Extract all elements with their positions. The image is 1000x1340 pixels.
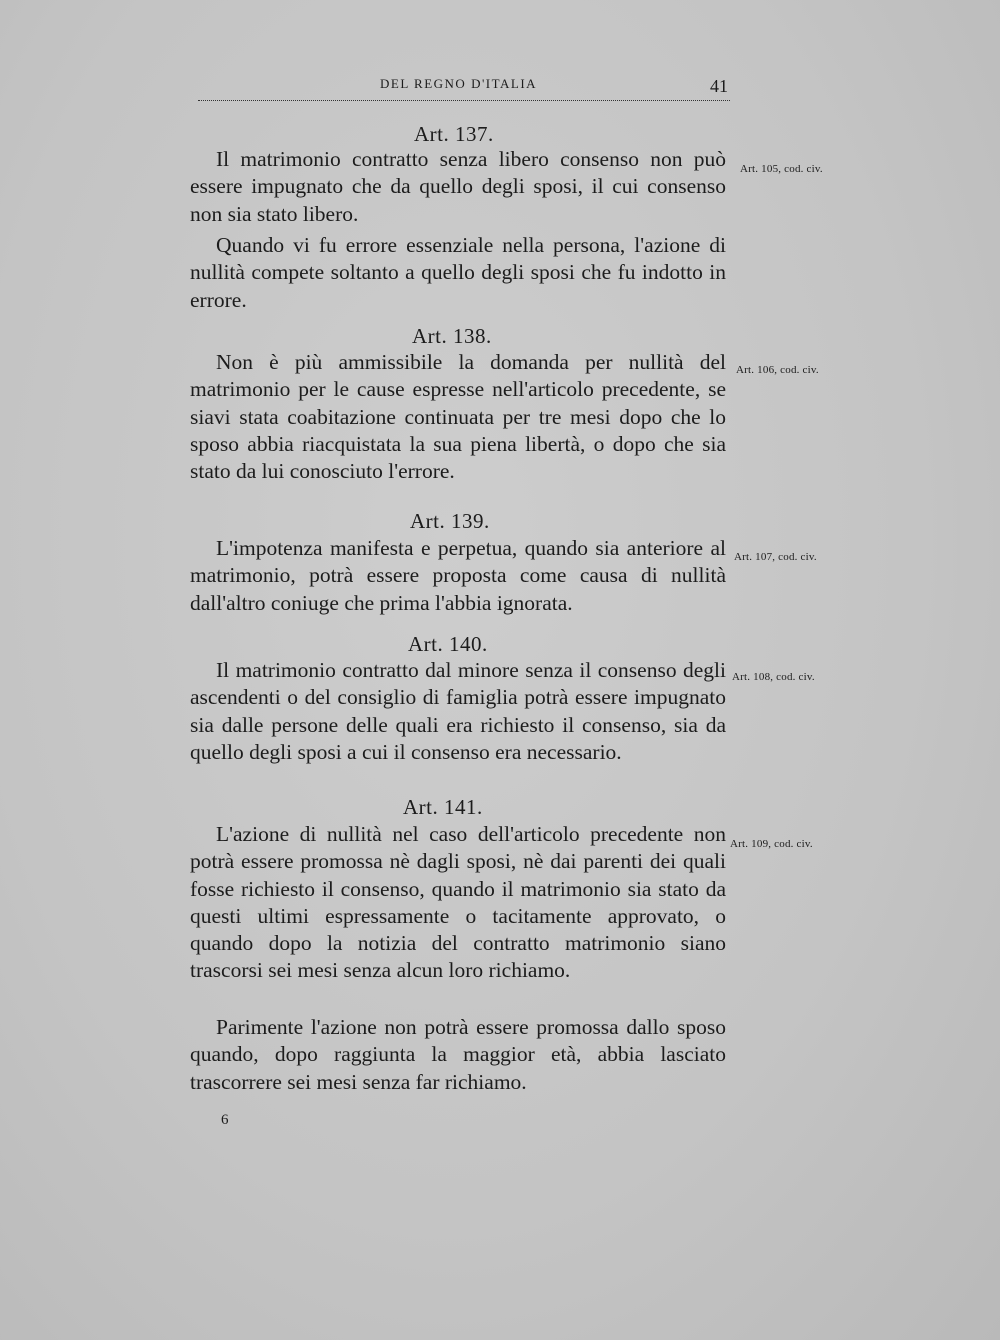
article-139-margin-note: Art. 107, cod. civ. bbox=[734, 551, 817, 563]
page-number: 41 bbox=[710, 76, 728, 96]
article-137-margin-note: Art. 105, cod. civ. bbox=[740, 163, 823, 175]
article-141-paragraph-1: L'azione di nullità nel caso dell'articolo precedente non potrà essere promossa nè dagli sposi, nè dai parenti dei quali fosse richiesto il consenso, quando il matrimonio sia stato da questi ultimi espressamente o tacitamente approvato, o quando dopo la notizia del contratto matrimonio siano trascorsi sei mesi senza alcun loro richiamo. bbox=[190, 822, 726, 983]
article-141-heading: Art. 141. bbox=[403, 795, 483, 819]
article-137-paragraph-2: Quando vi fu errore essenziale nella persona, l'azione di nullità compete soltanto a quello degli sposi che fu indotto in errore. bbox=[190, 233, 726, 312]
article-140-margin-note: Art. 108, cod. civ. bbox=[732, 671, 815, 683]
article-138-heading: Art. 138. bbox=[412, 324, 492, 348]
article-140-heading: Art. 140. bbox=[408, 632, 488, 656]
article-141-margin-note: Art. 109, cod. civ. bbox=[730, 838, 813, 850]
article-139-paragraph-1: L'impotenza manifesta e perpetua, quando sia anteriore al matrimonio, potrà essere proposta come causa di nullità dall'altro coniuge che prima l'abbia ignorata. bbox=[190, 536, 726, 615]
running-header: DEL REGNO D'ITALIA bbox=[380, 76, 538, 91]
article-139-heading: Art. 139. bbox=[410, 509, 490, 533]
article-138-margin-note: Art. 106, cod. civ. bbox=[736, 364, 819, 376]
article-137-paragraph-1: Il matrimonio contratto senza libero consenso non può essere impugnato che da quello degli sposi, il cui consenso non sia stato libero. bbox=[190, 147, 726, 226]
signature-mark: 6 bbox=[221, 1112, 229, 1128]
article-138-paragraph-1: Non è più ammissibile la domanda per nullità del matrimonio per le cause espresse nell'articolo precedente, se siavi stata coabitazione continuata per tre mesi dopo che lo sposo abbia riacquistata la sua piena libertà, o dopo che sia stato da lui conosciuto l'errore. bbox=[190, 350, 726, 484]
article-137-heading: Art. 137. bbox=[414, 122, 494, 146]
header-rule bbox=[198, 100, 730, 101]
article-140-paragraph-1: Il matrimonio contratto dal minore senza il consenso degli ascendenti o del consiglio di famiglia potrà essere impugnato sia dalle persone delle quali era richiesto il consenso, sia da quello degli sposi a cui il consenso era necessario. bbox=[190, 658, 726, 764]
article-141-paragraph-2: Parimente l'azione non potrà essere promossa dallo sposo quando, dopo raggiunta la maggior età, abbia lasciato trascorrere sei mesi senza far richiamo. bbox=[190, 1015, 726, 1094]
